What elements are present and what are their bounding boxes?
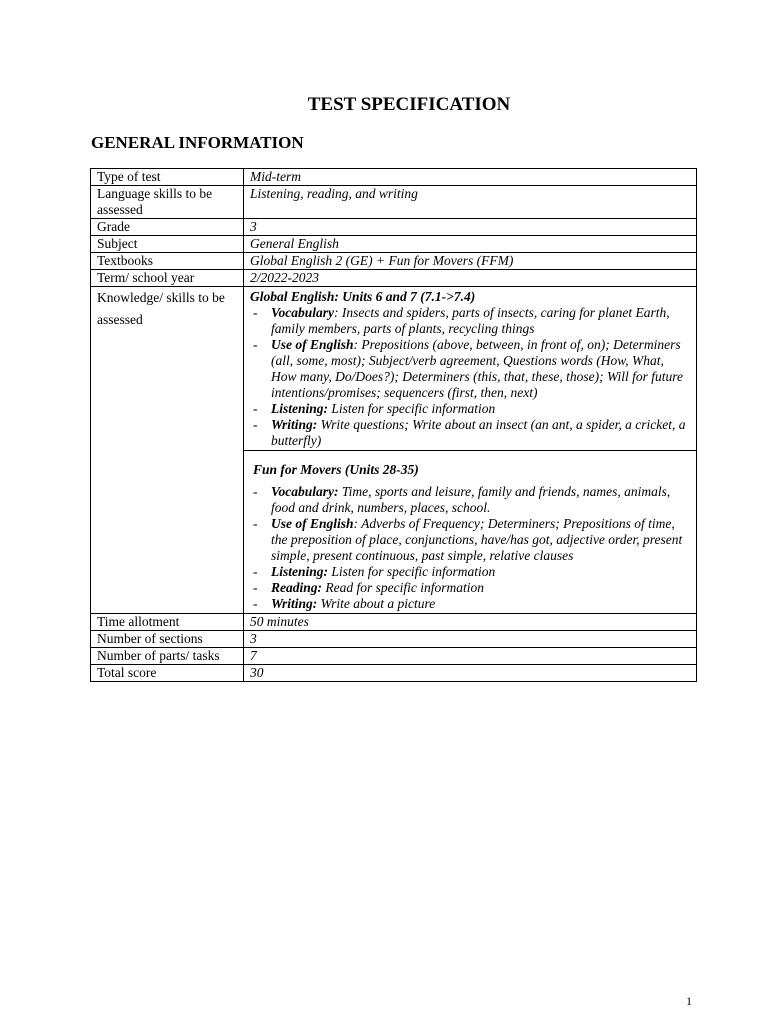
row-label: Type of test bbox=[91, 169, 244, 186]
general-information-table bbox=[90, 168, 697, 682]
section-heading: GENERAL INFORMATION bbox=[91, 133, 304, 152]
item-lead: Vocabulary: bbox=[271, 484, 339, 499]
fun-for-movers-list bbox=[250, 484, 690, 612]
item-text: Listen for specific information bbox=[328, 401, 496, 416]
row-label: Grade bbox=[91, 219, 244, 236]
list-item bbox=[250, 580, 690, 596]
item-lead: Writing: bbox=[271, 417, 318, 432]
row-value: 50 minutes bbox=[244, 614, 697, 631]
row-label: Time allotment bbox=[91, 614, 244, 631]
row-label: Total score bbox=[91, 665, 244, 682]
row-label: Subject bbox=[91, 236, 244, 253]
global-english-list bbox=[250, 305, 690, 449]
row-label: Term/ school year bbox=[91, 270, 244, 287]
list-item bbox=[250, 484, 690, 516]
row-value: Global English 2 (GE) + Fun for Movers (FFM) bbox=[244, 253, 697, 270]
item-lead: Listening: bbox=[271, 401, 329, 416]
row-label: Number of sections bbox=[91, 631, 244, 648]
row-value: General English bbox=[244, 236, 697, 253]
item-text: Read for specific information bbox=[322, 580, 484, 595]
fun-for-movers-cell bbox=[244, 451, 697, 614]
item-text: Time, sports and leisure, family and friends, names, animals, food and drink, numbers, places, school. bbox=[271, 484, 671, 515]
row-label: Textbooks bbox=[91, 253, 244, 270]
row-value: 7 bbox=[244, 648, 697, 665]
table-row bbox=[91, 186, 697, 219]
list-item bbox=[250, 417, 690, 449]
item-lead: Writing: bbox=[271, 596, 318, 611]
row-label: Number of parts/ tasks bbox=[91, 648, 244, 665]
row-value: 3 bbox=[244, 219, 697, 236]
list-item bbox=[250, 596, 690, 612]
list-item bbox=[250, 337, 690, 401]
table-row-knowledge bbox=[91, 287, 697, 451]
table-row bbox=[91, 253, 697, 270]
row-label: Language skills to be assessed bbox=[91, 186, 244, 219]
item-lead: Use of English bbox=[271, 337, 354, 352]
list-item bbox=[250, 564, 690, 580]
row-value: Listening, reading, and writing bbox=[244, 186, 697, 219]
table-row bbox=[91, 631, 697, 648]
item-lead: Listening: bbox=[271, 564, 329, 579]
table-row bbox=[91, 169, 697, 186]
global-english-heading: Global English: Units 6 and 7 (7.1->7.4) bbox=[250, 289, 476, 304]
item-text: : Adverbs of Frequency; Determiners; Prepositions of time, the preposition of place, conjunctions, have/has got, adjective order, present simple, present continuous, past simple, relative clauses bbox=[271, 516, 683, 563]
table-row bbox=[91, 648, 697, 665]
item-lead: Use of English bbox=[271, 516, 354, 531]
knowledge-label: Knowledge/ skills to be assessed bbox=[97, 290, 225, 327]
row-label bbox=[91, 287, 244, 614]
row-value: 30 bbox=[244, 665, 697, 682]
item-text: Write questions; Write about an insect (an ant, a spider, a cricket, a butterfly) bbox=[271, 417, 686, 448]
item-text: Listen for specific information bbox=[328, 564, 496, 579]
page-number: 1 bbox=[686, 994, 692, 1008]
fun-for-movers-heading: Fun for Movers (Units 28-35) bbox=[253, 462, 419, 477]
list-item bbox=[250, 401, 690, 417]
item-lead: Vocabulary bbox=[271, 305, 335, 320]
table-row bbox=[91, 614, 697, 631]
table-row bbox=[91, 270, 697, 287]
item-lead: Reading: bbox=[271, 580, 323, 595]
row-value: 2/2022-2023 bbox=[244, 270, 697, 287]
row-value: Mid-term bbox=[244, 169, 697, 186]
page-title: TEST SPECIFICATION bbox=[307, 94, 511, 115]
table-row bbox=[91, 236, 697, 253]
global-english-cell bbox=[244, 287, 697, 451]
item-text: Write about a picture bbox=[317, 596, 436, 611]
table-row bbox=[91, 219, 697, 236]
table-row bbox=[91, 665, 697, 682]
row-value: 3 bbox=[244, 631, 697, 648]
list-item bbox=[250, 305, 690, 337]
item-text: : Insects and spiders, parts of insects, caring for planet Earth, family members, parts of plants, recycling things bbox=[271, 305, 670, 336]
item-text: : Prepositions (above, between, in front of, on); Determiners (all, some, most); Subject/verb agreement, Questions words (How, What, How many, Do/Does?); Determiners (this, that, these, those); Will for future intentions/promises; sequencers (first, then, next) bbox=[271, 337, 683, 400]
list-item bbox=[250, 516, 690, 564]
